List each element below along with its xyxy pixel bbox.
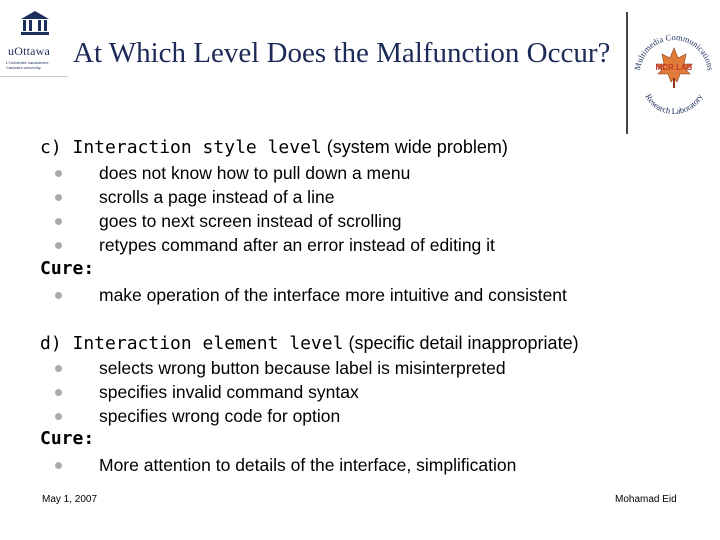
section-c-cure-list — [55, 283, 567, 307]
footer-author: Mohamad Eid — [615, 494, 677, 505]
section-c-cure-label: Cure: — [40, 258, 95, 279]
list-item: More attention to details of the interface, simplification — [55, 453, 516, 477]
logo-divider — [626, 12, 628, 134]
logo-ring-bottom-text: Research Laboratory — [643, 92, 705, 117]
bullet-dot-icon — [55, 413, 62, 420]
bullet-dot-icon — [55, 170, 62, 177]
section-d-lead: d) Interaction element level — [40, 333, 344, 354]
slide-title: At Which Level Does the Malfunction Occur? — [73, 37, 611, 69]
section-d-heading — [40, 333, 579, 354]
bullet-dot-icon — [55, 389, 62, 396]
list-item: goes to next screen instead of scrolling — [55, 209, 495, 233]
list-item: specifies wrong code for option — [55, 404, 506, 428]
logo-tagline: L'Université canadienne Canada's university — [6, 60, 49, 70]
mcrlab-logo — [630, 12, 718, 134]
list-item: specifies invalid command syntax — [55, 380, 506, 404]
list-item: retypes command after an error instead of editing it — [55, 233, 495, 257]
header-divider — [0, 76, 68, 77]
logo-ring-top-text: Multimedia Communications — [632, 31, 716, 72]
section-c-note: (system wide problem) — [326, 137, 508, 157]
section-c-lead: c) Interaction style level — [40, 137, 322, 158]
section-c-list — [55, 161, 495, 257]
university-building-icon — [20, 10, 50, 36]
bullet-dot-icon — [55, 462, 62, 469]
section-d-note: (specific detail inappropriate) — [348, 333, 579, 353]
bullet-dot-icon — [55, 218, 62, 225]
section-d-cure-label: Cure: — [40, 428, 95, 449]
footer-date: May 1, 2007 — [42, 494, 98, 505]
bullet-dot-icon — [55, 242, 62, 249]
list-item: selects wrong button because label is misinterpreted — [55, 356, 506, 380]
bullet-dot-icon — [55, 292, 62, 299]
list-item: make operation of the interface more intuitive and consistent — [55, 283, 567, 307]
list-item: does not know how to pull down a menu — [55, 161, 495, 185]
list-item: scrolls a page instead of a line — [55, 185, 495, 209]
section-d-list — [55, 356, 506, 428]
logo-name: uOttawa — [8, 44, 51, 58]
section-c-heading — [40, 137, 508, 158]
uottawa-logo — [2, 6, 66, 76]
bullet-dot-icon — [55, 365, 62, 372]
bullet-dot-icon — [55, 194, 62, 201]
logo-center-text: MCR LAB — [655, 63, 693, 72]
section-d-cure-list — [55, 453, 516, 477]
